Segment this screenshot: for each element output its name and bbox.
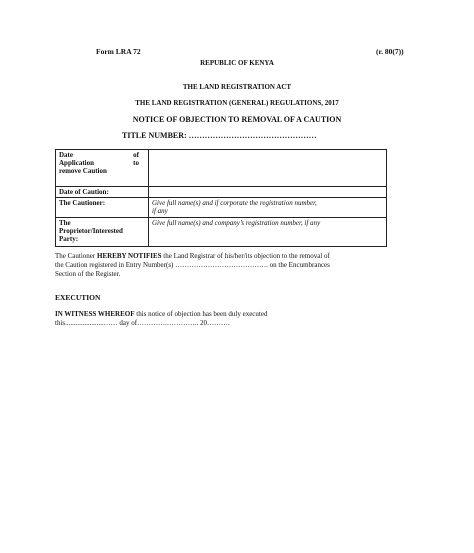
para-line1-pre: The Cautioner xyxy=(55,252,97,260)
hereby-notifies: HEREBY NOTIFIES xyxy=(97,252,162,260)
cautioner-hint-line2: if any xyxy=(152,207,168,215)
cautioner-value[interactable] xyxy=(149,198,387,218)
date-of-application-value[interactable] xyxy=(149,150,387,187)
label-application: Application xyxy=(59,159,95,167)
proprietor-label-line3: Party: xyxy=(59,235,79,243)
regulations-heading: THE LAND REGISTRATION (GENERAL) REGULATIONS, 2017 xyxy=(135,99,339,107)
table-row xyxy=(56,198,387,218)
act-heading: THE LAND REGISTRATION ACT xyxy=(182,83,292,91)
proprietor-label xyxy=(56,218,149,247)
title-number-line: TITLE NUMBER: ………………………………………… xyxy=(122,131,317,140)
paragraph-line-2: the Caution registered in Entry Number(s) …………………………………. on the Encumbrances xyxy=(55,261,330,269)
label-remove-caution: remove Caution xyxy=(59,167,107,175)
cautioner-hint-line1: Give full name(s) and if corporate the registration number, xyxy=(152,199,317,207)
label-to: to xyxy=(133,159,139,167)
proprietor-label-line2: Proprietor/Interested xyxy=(59,227,123,235)
table-row xyxy=(56,218,387,247)
date-of-caution-label: Date of Caution: xyxy=(56,187,149,198)
proprietor-value[interactable]: Give full name(s) and company’s registration number, if any xyxy=(149,218,387,247)
cautioner-label: The Cautioner: xyxy=(56,198,149,218)
label-date: Date xyxy=(59,151,73,159)
table-row xyxy=(56,150,387,187)
notification-paragraph xyxy=(55,252,435,279)
table-row xyxy=(56,187,387,198)
witness-line xyxy=(55,310,267,318)
label-of: of xyxy=(133,151,139,159)
republic-heading: REPUBLIC OF KENYA xyxy=(200,59,274,67)
form-number: Form LRA 72 xyxy=(96,47,141,56)
paragraph-line-1 xyxy=(55,252,435,261)
date-of-caution-value[interactable] xyxy=(149,187,387,198)
proprietor-label-line1: The xyxy=(59,219,71,227)
in-witness-whereof: IN WITNESS WHEREOF xyxy=(55,310,135,318)
para-line1-post: the Land Registrar of his/her/its objection to the removal of xyxy=(161,252,330,260)
execution-date-line[interactable]: this......................…… day of………….………….. 20………. xyxy=(55,319,230,327)
date-of-application-label xyxy=(56,150,149,187)
execution-heading: EXECUTION xyxy=(55,293,101,302)
caution-details-table xyxy=(55,149,387,247)
rule-reference: (r. 80(7)) xyxy=(376,47,404,56)
witness-rest: this notice of objection has been duly executed xyxy=(134,310,268,318)
paragraph-line-3: Section of the Register. xyxy=(55,270,121,278)
notice-title: NOTICE OF OBJECTION TO REMOVAL OF A CAUTION xyxy=(132,115,342,124)
